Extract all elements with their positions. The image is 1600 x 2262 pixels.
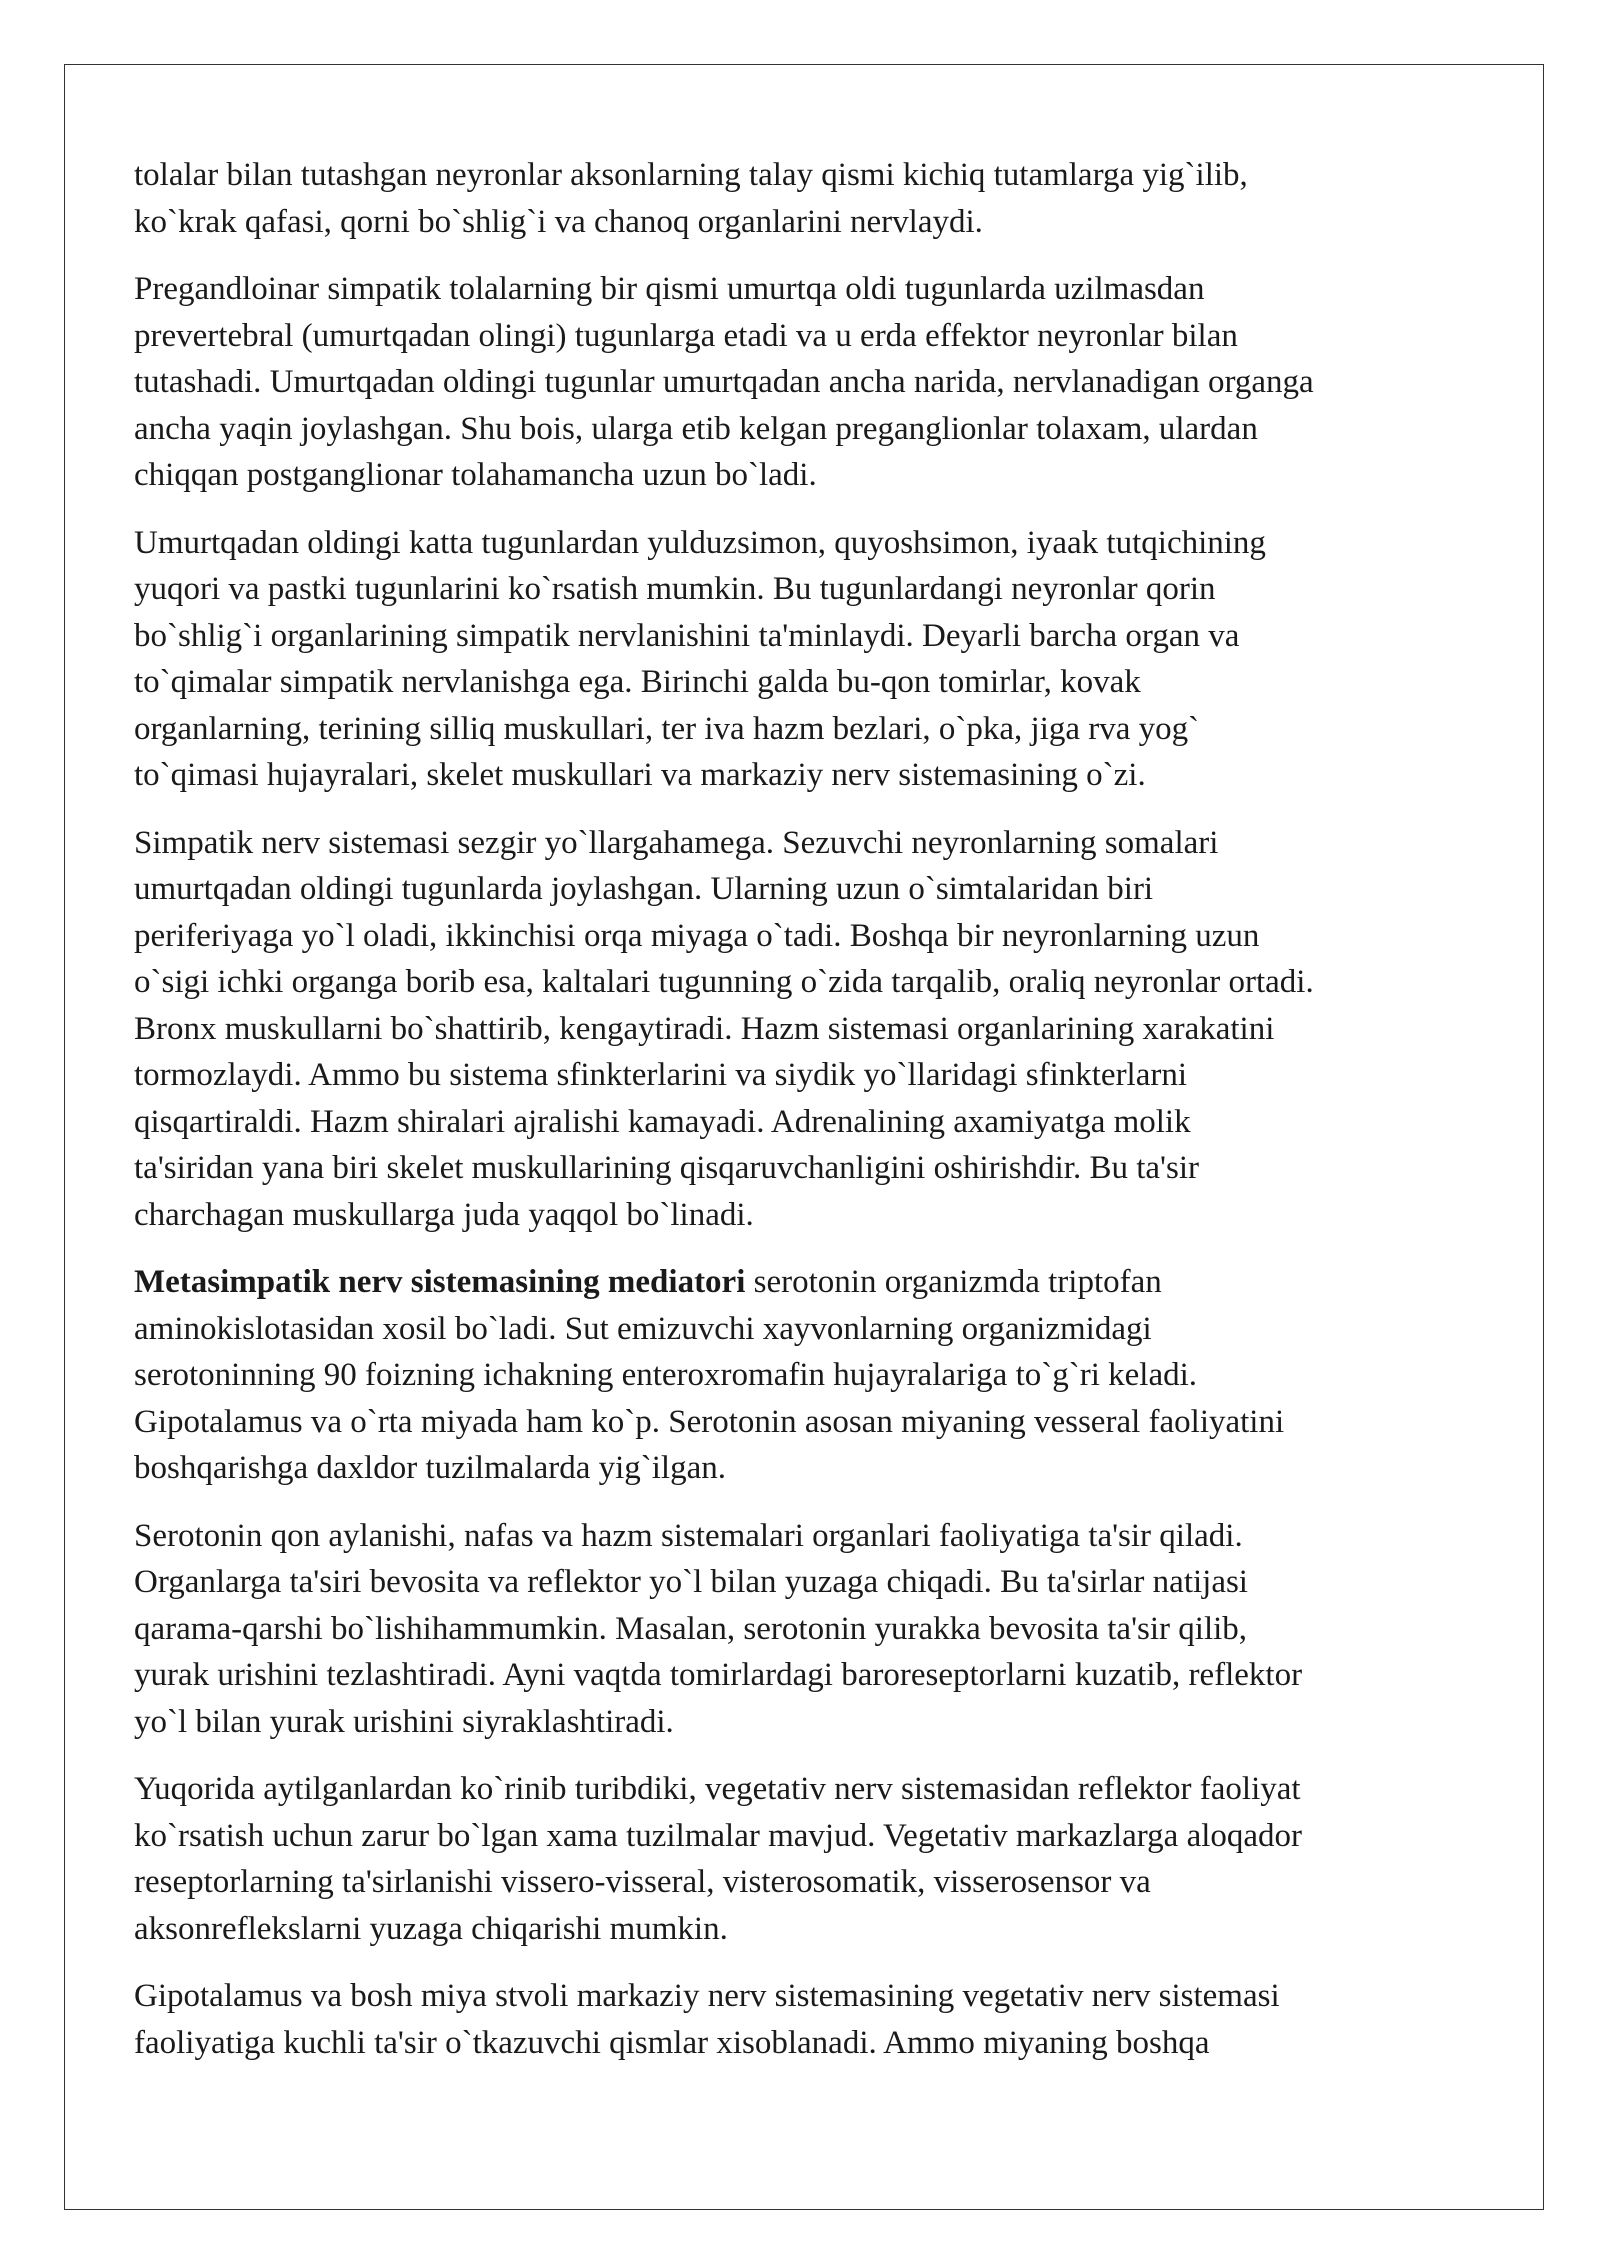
text-line: ancha yaqin joylashgan. Shu bois, ularga etib kelgan preganglionlar tolaxam, ulardan	[134, 410, 1258, 447]
text-line: yo`l bilan yurak urishini siyraklashtiradi.	[134, 1703, 674, 1740]
text-line: prevertebral (umurtqadan olingi) tugunlarga etadi va u erda effektor neyronlar bilan	[134, 317, 1238, 354]
text-line: faoliyatiga kuchli ta'sir o`tkazuvchi qismlar xisoblanadi. Ammo miyaning boshqa	[134, 2024, 1210, 2061]
paragraph-2	[134, 266, 1494, 499]
text-line: yuqori va pastki tugunlarini ko`rsatish mumkin. Bu tugunlardangi neyronlar qorin	[134, 571, 1216, 607]
text-line: boshqarishga daxldor tuzilmalarda yig`ilgan.	[134, 1450, 727, 1486]
text-line: Gipotalamus va o`rta miyada ham ko`p. Serotonin asosan miyaning vesseral faoliyatini	[134, 1403, 1285, 1440]
paragraph-3	[134, 520, 1494, 799]
text-line: aminokislotasidan xosil bo`ladi. Sut emizuvchi xayvonlarning organizmidagi	[134, 1310, 1152, 1347]
text-line: umurtqadan oldingi tugunlarda joylashgan. Ularning uzun o`simtalaridan biri	[134, 871, 1154, 907]
text-line: qarama-qarshi bo`lishihammumkin. Masalan, serotonin yurakka bevosita ta'sir qilib,	[134, 1610, 1248, 1647]
paragraph-5	[134, 1259, 1494, 1492]
text-line: ko`krak qafasi, qorni bo`shlig`i va chanoq organlarini nervlaydi.	[134, 203, 983, 240]
paragraph-8	[134, 1973, 1494, 2066]
text-line: qisqartiraldi. Hazm shiralari ajralishi kamayadi. Adrenalining axamiyatga molik	[134, 1103, 1191, 1140]
text-line: organlarning, terining silliq muskullari, ter iva hazm bezlari, o`pka, jiga rva yog`	[134, 710, 1200, 747]
text-line: tormozlaydi. Ammo bu sistema sfinkterlarini va siydik yo`llaridagi sfinkterlarni	[134, 1057, 1188, 1093]
text-line: chiqqan postganglionar tolahamancha uzun bo`ladi.	[134, 457, 817, 493]
paragraph-7	[134, 1766, 1494, 1952]
text-line: Pregandloinar simpatik tolalarning bir qismi umurtqa oldi tugunlarda uzilmasdan	[134, 271, 1205, 307]
text-line: serotoninning 90 foizning ichakning enteroxromafin hujayralariga to`g`ri keladi.	[134, 1357, 1198, 1393]
text-line: ta'siridan yana biri skelet muskullarining qisqaruvchanligini oshirishdir. Bu ta'sir	[134, 1150, 1199, 1186]
text-line: ko`rsatish uchun zarur bo`lgan xama tuzilmalar mavjud. Vegetativ markazlarga aloqador	[134, 1817, 1303, 1854]
text-line: reseptorlarning ta'sirlanishi vissero-visseral, visterosomatik, visserosensor va	[134, 1864, 1151, 1900]
text-line: to`qimalar simpatik nervlanishga ega. Birinchi galda bu-qon tomirlar, kovak	[134, 664, 1141, 700]
text-line: Serotonin qon aylanishi, nafas va hazm sistemalari organlari faoliyatiga ta'sir qiladi.	[134, 1517, 1243, 1554]
text-line: Bronx muskullarni bo`shattirib, kengaytiradi. Hazm sistemasi organlarining xarakatini	[134, 1010, 1275, 1047]
text-line: Organlarga ta'siri bevosita va reflektor yo`l bilan yuzaga chiqadi. Bu ta'sirlar natijasi	[134, 1564, 1248, 1600]
text-line: tolalar bilan tutashgan neyronlar aksonlarning talay qismi kichiq tutamlarga yig`ilib,	[134, 157, 1248, 193]
text-line: bo`shlig`i organlarining simpatik nervlanishini ta'minlaydi. Deyarli barcha organ va	[134, 617, 1240, 654]
bold-lead-text: Metasimpatik nerv sistemasining mediatori	[134, 1264, 746, 1300]
paragraph-6	[134, 1513, 1494, 1746]
text-line-with-bold-lead	[134, 1259, 1494, 1306]
text-line: charchagan muskullarga juda yaqqol bo`linadi.	[134, 1196, 754, 1233]
text-line: Umurtqadan oldingi katta tugunlardan yulduzsimon, quyoshsimon, iyaak tutqichining	[134, 524, 1266, 561]
text-line: o`sigi ichki organga borib esa, kaltalari tugunning o`zida tarqalib, oraliq neyronlar ortadi.	[134, 964, 1314, 1000]
text-line: aksonreflekslarni yuzaga chiqarishi mumkin.	[134, 1910, 728, 1947]
paragraph-1	[134, 152, 1494, 245]
text-line: Yuqorida aytilganlardan ko`rinib turibdiki, vegetativ nerv sistemasidan reflektor faoliyat	[134, 1771, 1301, 1807]
first-line-rest: serotonin organizmda triptofan	[745, 1264, 1162, 1300]
paragraph-4	[134, 820, 1494, 1239]
text-line: Gipotalamus va bosh miya stvoli markaziy nerv sistemasining vegetativ nerv sistemasi	[134, 1978, 1280, 2014]
text-line: to`qimasi hujayralari, skelet muskullari va markaziy nerv sistemasining o`zi.	[134, 757, 1146, 793]
text-line: Simpatik nerv sistemasi sezgir yo`llargahamega. Sezuvchi neyronlarning somalari	[134, 824, 1219, 861]
text-line: tutashadi. Umurtqadan oldingi tugunlar umurtqadan ancha narida, nervlanadigan organga	[134, 364, 1314, 400]
text-line: periferiyaga yo`l oladi, ikkinchisi orqa miyaga o`tadi. Boshqa bir neyronlarning uzun	[134, 917, 1260, 954]
text-line: yurak urishini tezlashtiradi. Ayni vaqtda tomirlardagi baroreseptorlarni kuzatib, reflektor	[134, 1657, 1303, 1693]
document-body	[134, 152, 1494, 2087]
